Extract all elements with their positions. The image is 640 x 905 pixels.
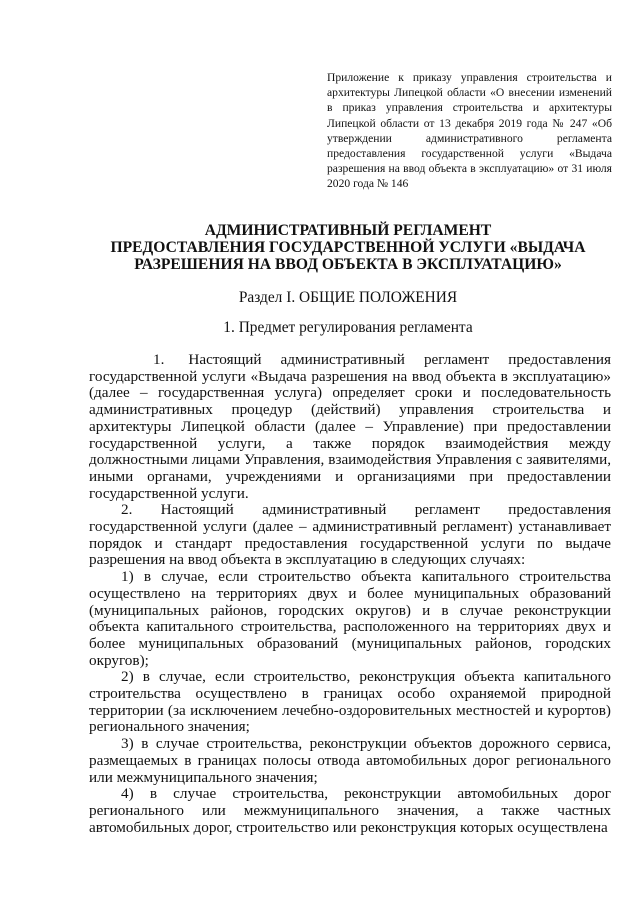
paragraph-5: 3) в случае строительства, реконструкции объектов дорожного сервиса, размещаемых в границах полосы отвода автомобильных дорог регионального или межмуниципального значения; <box>89 735 611 786</box>
paragraph-6: 4) в случае строительства, реконструкции автомобильных дорог регионального или межмуниципального значения, а также частных автомобильных дорог, строительство или реконструкция которых осуществлена <box>89 785 611 836</box>
paragraph-1-text: Настоящий административный регламент предоставления государственной услуги «Выдача разрешения на ввод объекта в эксплуатацию» (далее – государственная услуга) определяет сроки и последовательность административных процедур (действий) управления строительства и архитектуры Липецкой области (далее – Управление) при предоставлении государственной услуги, а также порядок взаимодействия между должностными лицами Управления, взаимодействия Управления с заявителями, иными органами, учреждениями и организациями при предоставлении государственной услуги. <box>89 351 611 502</box>
paragraph-1-number: 1. <box>153 351 165 368</box>
paragraph-1 <box>89 352 611 502</box>
document-title <box>84 222 612 273</box>
paragraph-4: 2) в случае, если строительство, реконструкция объекта капитального строительства осуществлено в границах особо охраняемой природной территории (за исключением лечебно-оздоровительных местностей и курортов) регионального значения; <box>89 668 611 736</box>
document-title-line-3: РАЗРЕШЕНИЯ НА ВВОД ОБЪЕКТА В ЭКСПЛУАТАЦИЮ» <box>134 256 562 273</box>
paragraph-2: 2. Настоящий административный регламент предоставления государственной услуги (далее – административный регламент) устанавливает порядок и стандарт предоставления государственной услуги по выдаче разрешения на ввод объекта в эксплуатацию в следующих случаях: <box>89 501 611 569</box>
subsection-heading: 1. Предмет регулирования регламента <box>223 319 473 336</box>
document-title-line-1: АДМИНИСТРАТИВНЫЙ РЕГЛАМЕНТ <box>204 222 492 239</box>
document-title-line-2: ПРЕДОСТАВЛЕНИЯ ГОСУДАРСТВЕННОЙ УСЛУГИ «ВЫДАЧА <box>110 239 586 256</box>
section-heading: Раздел I. ОБЩИЕ ПОЛОЖЕНИЯ <box>238 289 458 306</box>
document-body <box>89 352 611 836</box>
paragraph-3: 1) в случае, если строительство объекта капитального строительства осуществлено на территориях двух и более муниципальных образований (муниципальных районов, городских округов) и в случае реконструкции объекта капитального строительства, расположенного на территориях двух и более муниципальных образований (муниципальных районов, городских округов); <box>89 568 611 669</box>
appendix-note: Приложение к приказу управления строительства и архитектуры Липецкой области «О внесении изменений в приказ управления строительства и архитектуры Липецкой области от 13 декабря 2019 года № 247 «Об утверждении административного регламента предоставления государственной услуги «Выдача разрешения на ввод объекта в эксплуатацию» от 31 июля 2020 года № 146 <box>327 71 612 191</box>
